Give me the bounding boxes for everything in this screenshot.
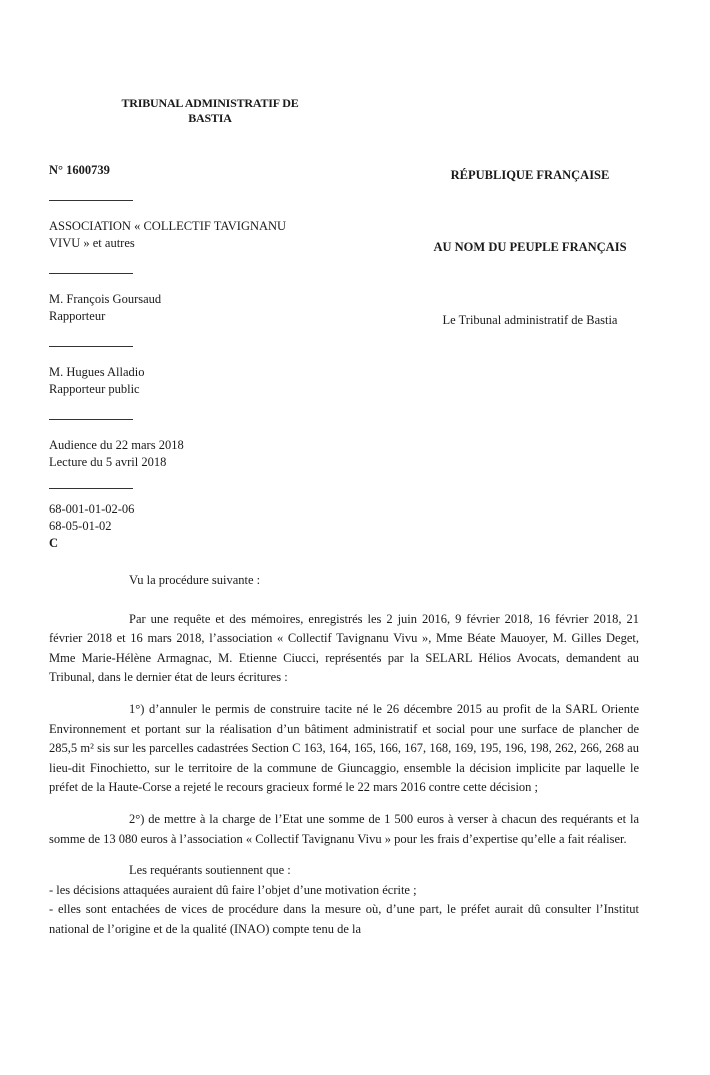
party-line-1: ASSOCIATION « COLLECTIF TAVIGNANU xyxy=(49,219,287,233)
code-3: C xyxy=(49,536,59,550)
public-rapporteur-name: M. Hugues Alladio xyxy=(49,365,145,379)
reading-date: Lecture du 5 avril 2018 xyxy=(49,455,167,469)
people-heading: AU NOM DU PEUPLE FRANÇAIS xyxy=(433,240,627,254)
document-body xyxy=(49,571,639,940)
code-1: 68-001-01-02-06 xyxy=(49,502,135,516)
argument-item: - les décisions attaquées auraient dû faire l’objet d’une motivation écrite ; xyxy=(49,882,417,897)
rapporteur-name: M. François Goursaud xyxy=(49,292,162,306)
paragraph-request: Par une requête et des mémoires, enregistrés les 2 juin 2016, 9 février 2018, 16 février 2018, 21 février 2018 et 16 mars 2018, l’association « Collectif Tavignanu Vivu », Mme Béate Mauoyer, M. Gilles Deget, Mme Marie-Hélène Armagnac, M. Etienne Ciucci, représentés par la SELARL Hélios Avocats, demandent au Tribunal, dans le dernier état de leurs écritures : xyxy=(49,611,639,685)
paragraph-annul: 1°) d’annuler le permis de construire tacite né le 26 décembre 2015 au profit de la SARL Oriente Environnement et portant sur la réalisation d’un bâtiment administratif et social pour une surface de plancher de 285,5 m² sis sur les parcelles cadastrées Section C 163, 164, 165, 166, 167, 168, 169, 195, 196, 198, 262, 266, 268 au lieu-dit Finochietto, sur le territoire de la commune de Giuncaggio, ensemble la décision implicite par laquelle le préfet de la Haute-Corse a rejeté le recours gracieux formé le 22 mars 2016 contre cette décision ; xyxy=(49,701,639,795)
divider xyxy=(49,419,133,420)
court-name xyxy=(90,96,330,126)
classification-codes xyxy=(49,501,349,552)
tribunal-line: Le Tribunal administratif de Bastia xyxy=(442,313,618,327)
court-line-2: BASTIA xyxy=(188,111,232,125)
rapporteur-block xyxy=(49,291,349,325)
divider xyxy=(49,488,133,489)
arguments-intro: Les requérants soutiennent que : xyxy=(129,863,291,878)
paragraph-costs: 2°) de mettre à la charge de l’Etat une somme de 1 500 euros à verser à chacun des requérants et la somme de 13 080 euros à l’association « Collectif Tavignanu Vivu » pour les frais d’expertise qu’elle a fait réaliser. xyxy=(49,811,639,846)
divider xyxy=(49,346,133,347)
code-2: 68-05-01-02 xyxy=(49,519,112,533)
rapporteur-role: Rapporteur xyxy=(49,309,106,323)
dates-block xyxy=(49,437,349,471)
divider xyxy=(49,200,133,201)
argument-item: - elles sont entachées de vices de procédure dans la mesure où, d’une part, le préfet aurait dû consulter l’Institut national de l’origine et de la qualité (INAO) compte tenu de la xyxy=(49,902,639,936)
republic-heading: RÉPUBLIQUE FRANÇAISE xyxy=(450,168,610,182)
public-rapporteur-role: Rapporteur public xyxy=(49,382,140,396)
case-number: N° 1600739 xyxy=(49,163,110,177)
hearing-date: Audience du 22 mars 2018 xyxy=(49,438,184,452)
party-line-2: VIVU » et autres xyxy=(49,236,135,250)
party-block xyxy=(49,218,349,252)
procedure-intro: Vu la procédure suivante : xyxy=(129,573,261,587)
case-info xyxy=(49,162,349,552)
public-rapporteur-block xyxy=(49,364,349,398)
court-line-1: TRIBUNAL ADMINISTRATIF DE xyxy=(121,96,299,110)
divider xyxy=(49,273,133,274)
